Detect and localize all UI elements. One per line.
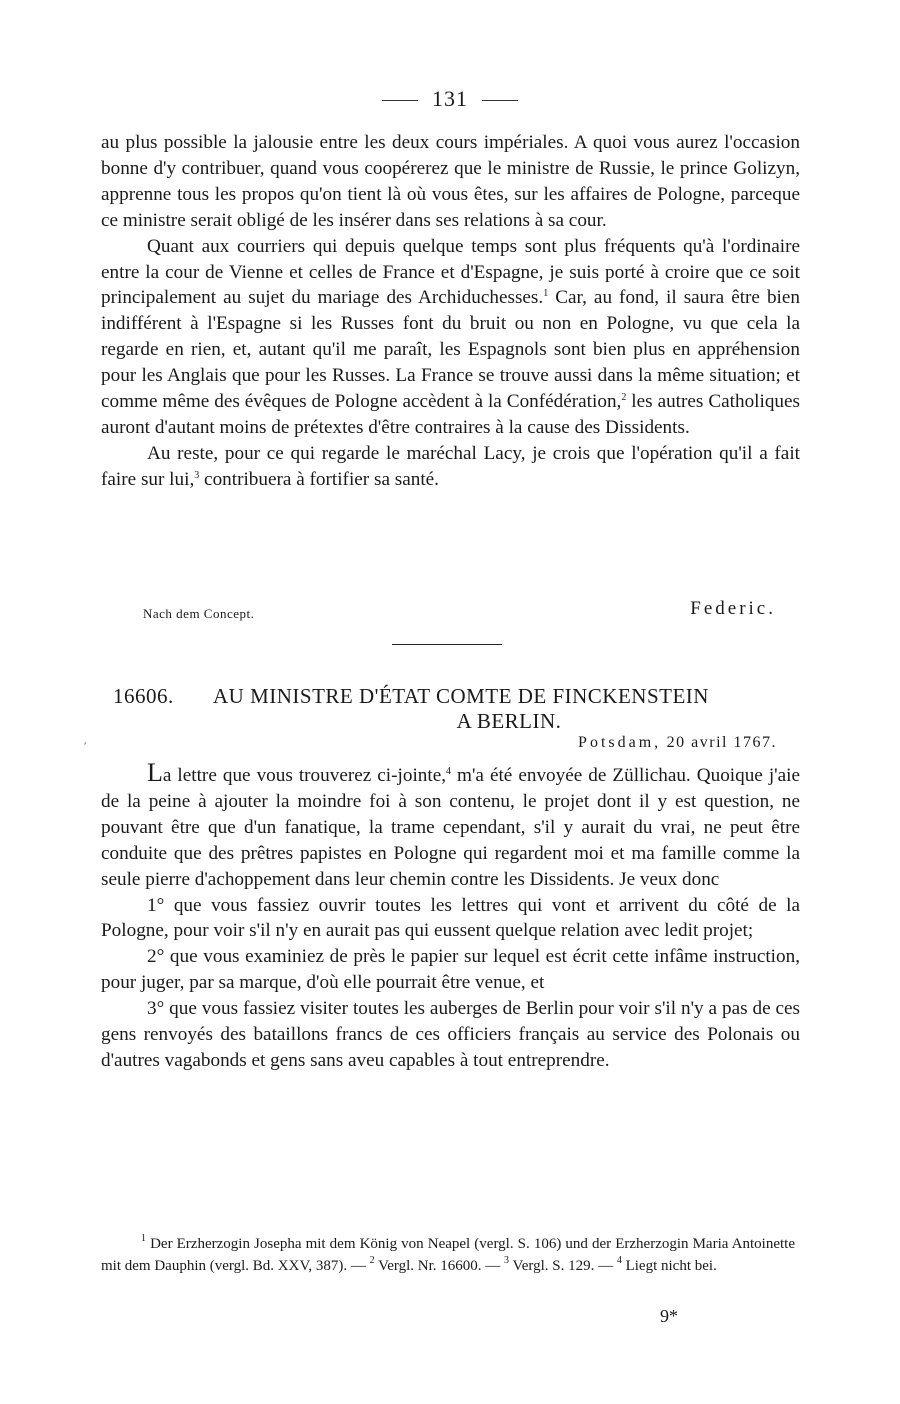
margin-mark: ⸴ bbox=[84, 737, 87, 748]
footnotes bbox=[101, 1234, 795, 1277]
place: Potsdam, bbox=[578, 734, 662, 751]
page-number-line bbox=[0, 86, 900, 112]
page-number-dash-right bbox=[482, 100, 518, 101]
dropcap: L bbox=[147, 758, 163, 787]
letter-body bbox=[101, 760, 800, 1074]
footnote-ref-1: 1 bbox=[543, 288, 549, 300]
closing-line bbox=[143, 598, 776, 626]
letter-title-line1: AU MINISTRE D'ÉTAT COMTE DE FINCKENSTEIN bbox=[213, 684, 709, 708]
source-note: Nach dem Concept. bbox=[143, 606, 255, 621]
paragraph-lacy: Au reste, pour ce qui regarde le maréchal Lacy, je crois que l'opération qu'il a fait faire sur lui,$^3$ contribuera à fortifier sa santé. bbox=[101, 442, 800, 490]
paragraph-courriers: Quant aux courriers qui depuis quelque temps sont plus fréquents qu'à l'ordinaire entre la cour de Vienne et celles de France et d'Espagne, je suis porté à croire que ce soit principalement au sujet du mariage des Archiduchesses.$^1$ Car, au fond, il saura être bien indifférent à l'Espagne si les Russes font du bruit ou non en Pologne, vu que cela la regarde en rien, et, autant qu'il me paraît, les Espagnols sont bien plus en appréhension pour les Anglais que pour les Russes. La France se trouve aussi dans la même situation; et comme même des évêques de Pologne accèdent à la Confédération,$^2$ les autres Catholiques auront d'autant moins de prétextes d'être contraires à la cause des Dissidents. bbox=[101, 235, 800, 438]
footnote-ref-2: 2 bbox=[621, 392, 627, 404]
footnote-ref-3: 3 bbox=[194, 469, 200, 481]
page-number-dash-left bbox=[382, 100, 418, 101]
page-number: 131 bbox=[432, 86, 468, 111]
section-divider bbox=[392, 644, 502, 645]
previous-letter-body bbox=[101, 130, 800, 493]
paragraph-continuation: au plus possible la jalousie entre les deux cours impériales. A quoi vous aurez l'occasion bonne d'y contribuer, quand vous coopérerez que le ministre de Russie, le prince Golizyn, apprenne tous les propos qu'on tient là où vous êtes, sur les affaires de Pologne, parceque ce ministre serait obligé de les insérer dans ses relations à sa cour. bbox=[101, 132, 800, 231]
signature: Federic. bbox=[690, 598, 776, 619]
letter-title-line2: A BERLIN. bbox=[456, 709, 562, 733]
footnote-ref-4: 4 bbox=[446, 766, 452, 777]
dateline bbox=[578, 734, 777, 752]
date: 20 avril 1767. bbox=[666, 734, 777, 751]
letter-heading bbox=[113, 684, 793, 734]
list-item-3: 3° que vous fassiez visiter toutes les auberges de Berlin pour voir s'il n'y a pas de ces gens renvoyés des bataillons francs de ces officiers français au service des Polonais ou d'autres vagabonds et gens sans aveu capables à tout entreprendre. bbox=[101, 998, 800, 1071]
paragraph-intro: La lettre que vous trouverez ci-jointe,$^4$ m'a été envoyée de Züllichau. Quoique j'aie de la peine à ajouter la moindre foi à son contenu, le projet dont il y est question, ne pouvant être que d'un fanatique, la trame cependant, s'il y aurait du vrai, ne peut être conduite que des prêtres papistes en Pologne qui regardent moi et ma famille comme la seule pierre d'achoppement dans leur chemin contre les Dissidents. Je veux donc bbox=[101, 758, 800, 890]
printer-signature-mark: 9* bbox=[660, 1306, 678, 1326]
letter-number: 16606. bbox=[113, 684, 174, 708]
list-item-1: 1° que vous fassiez ouvrir toutes les lettres qui vont et arrivent du côté de la Pologne, pour voir s'il n'y en aurait pas qui eussent quelque relation avec ledit projet; bbox=[101, 894, 800, 942]
footnote-block: $^1$ Der Erzherzogin Josepha mit dem König von Neapel (vergl. S. 106) und der Erzherzogin Maria Antoinette mit dem Dauphin (vergl. Bd. XXV, 387). — $^2$ Vergl. Nr. 16600. — $^3$ Vergl. S. 129. — $^4$ Liegt nicht bei. bbox=[101, 1233, 795, 1274]
list-item-2: 2° que vous examiniez de près le papier sur lequel est écrit cette infâme instruction, pour juger, par sa marque, d'où elle pourrait être venue, et bbox=[101, 946, 800, 994]
